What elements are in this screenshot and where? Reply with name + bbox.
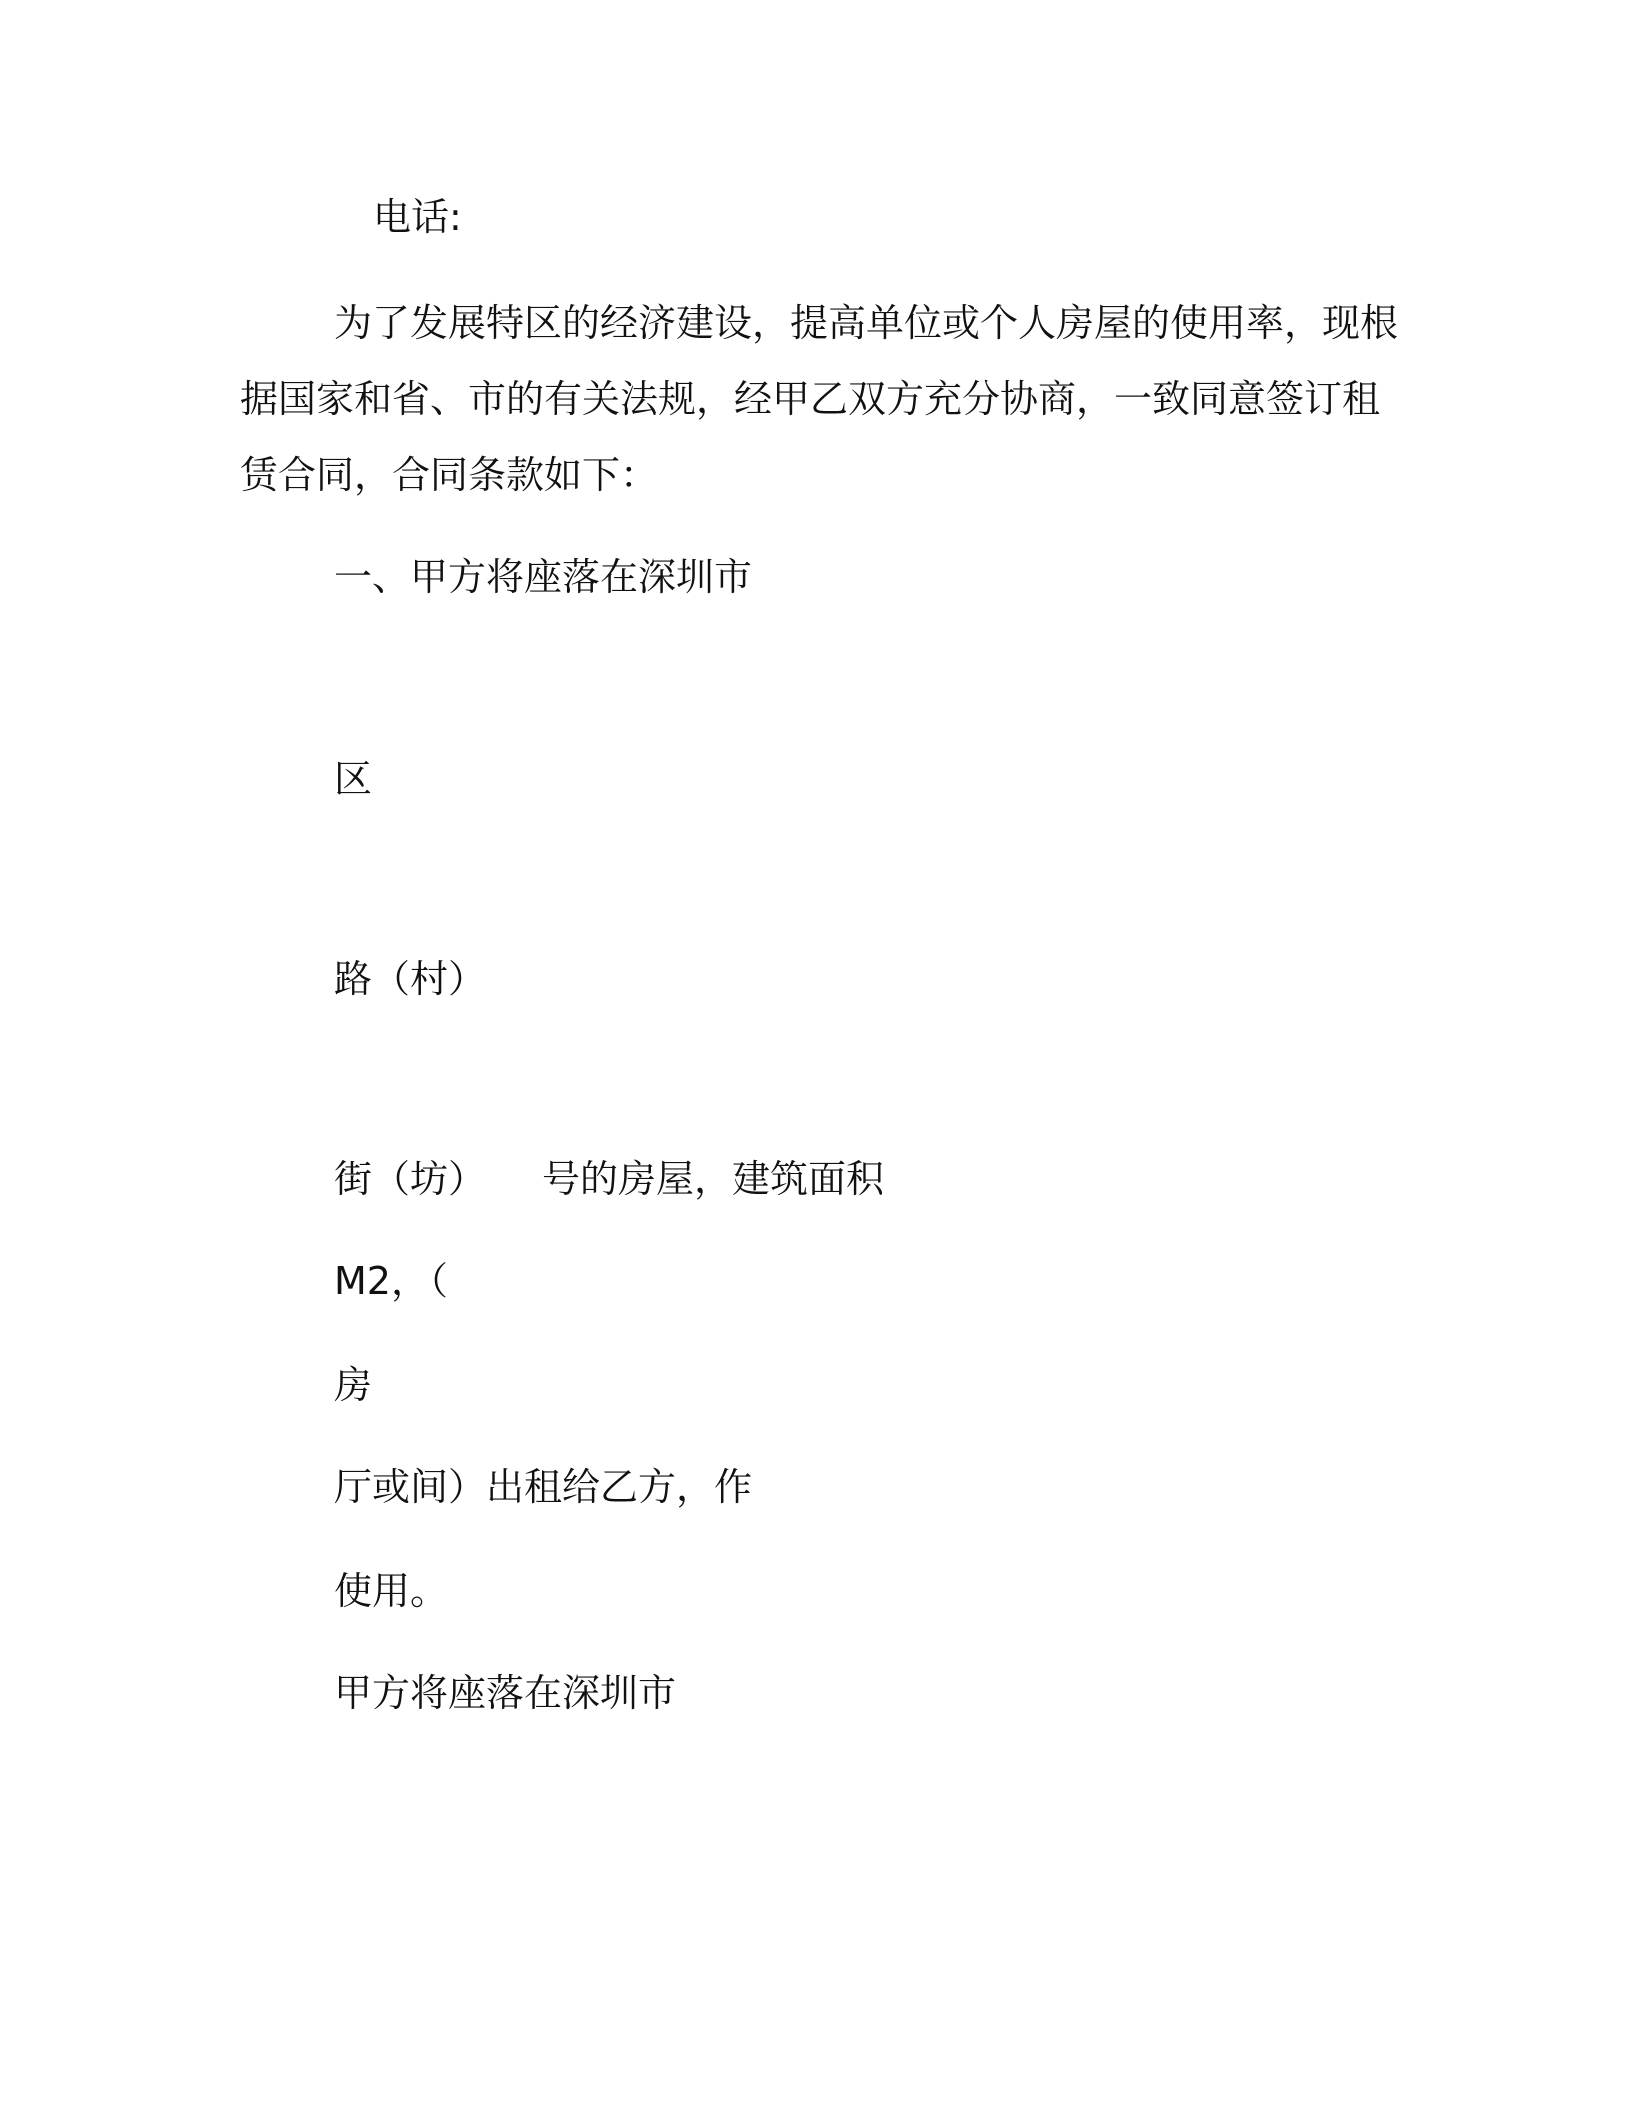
district-field: 区: [334, 757, 373, 801]
road-field: 路（村）: [334, 957, 487, 1001]
hall-line: 厅或间）出租给乙方，作: [334, 1465, 753, 1509]
room-field: 房: [334, 1363, 373, 1407]
area-unit: M2，（: [334, 1259, 448, 1303]
clause-1-heading: 一、甲方将座落在深圳市: [334, 555, 753, 599]
intro-line-1: 为了发展特区的经济建设，提高单位或个人房屋的使用率，现根: [334, 301, 1399, 345]
phone-label: 电话:: [373, 195, 462, 239]
house-number-text: 号的房屋，建筑面积: [542, 1157, 885, 1201]
street-line: [334, 1154, 884, 1204]
repeat-location-line: 甲方将座落在深圳市: [334, 1671, 677, 1715]
usage-line: 使用。: [334, 1569, 449, 1613]
intro-line-3: 赁合同，合同条款如下：: [240, 453, 659, 497]
street-field: 街（坊）: [334, 1157, 487, 1201]
intro-line-2: 据国家和省、市的有关法规，经甲乙双方充分协商，一致同意签订租: [240, 377, 1381, 421]
